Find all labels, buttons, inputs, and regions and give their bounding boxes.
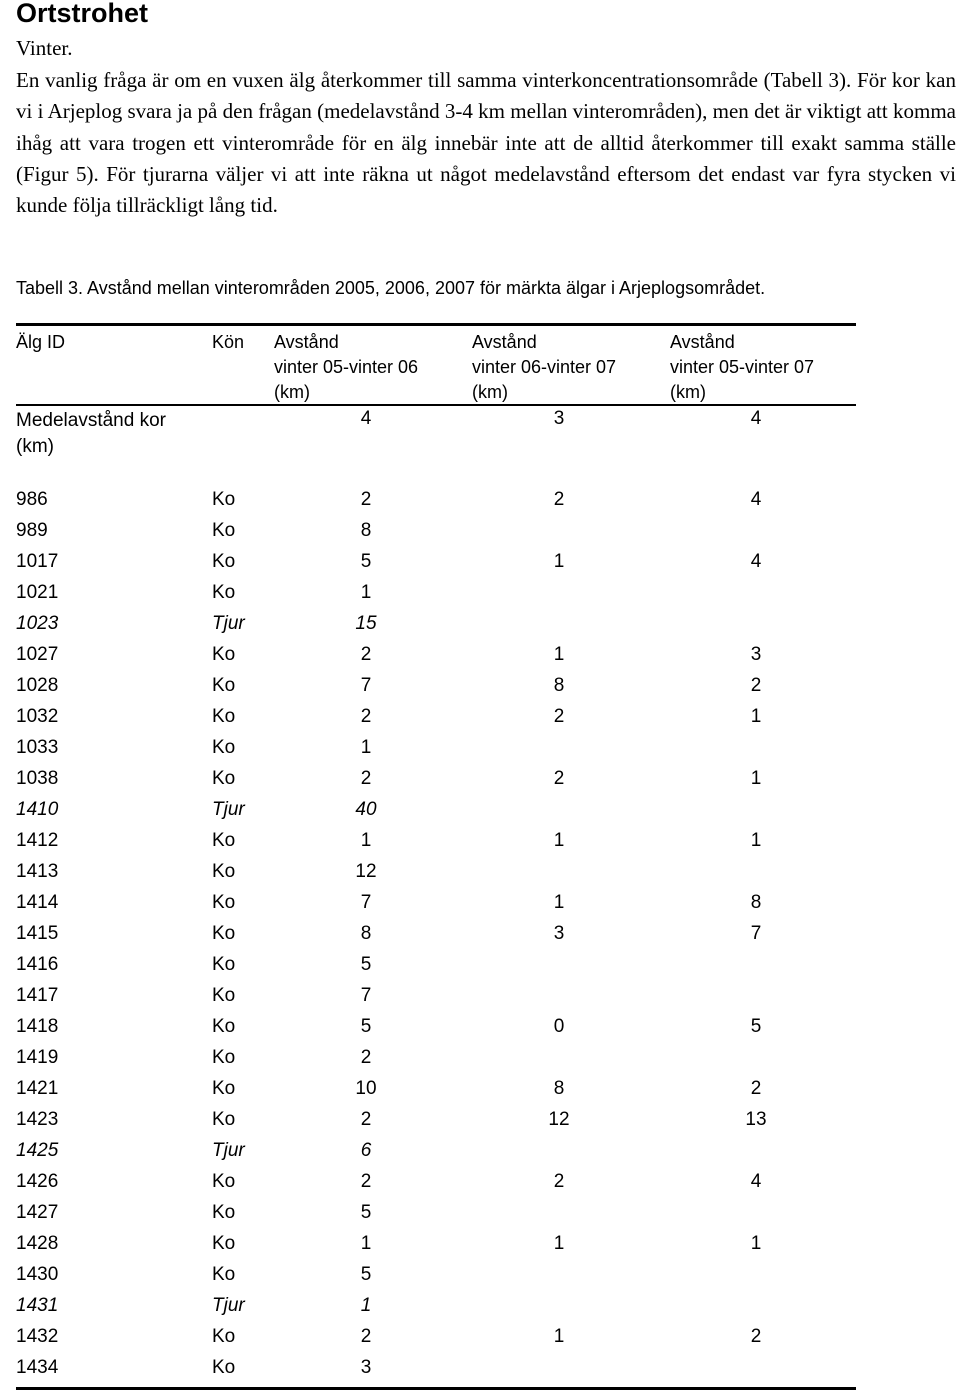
cell-moose-id: 1428 bbox=[16, 1233, 59, 1254]
table-row bbox=[16, 582, 856, 613]
header-id: Älg ID bbox=[16, 332, 66, 352]
header-dist-05-06-line3: (km) bbox=[274, 382, 310, 402]
cell-moose-id: 1416 bbox=[16, 954, 59, 975]
cell-dist-05-06: 2 bbox=[360, 768, 372, 789]
table-row bbox=[16, 551, 856, 582]
cell-sex: Ko bbox=[212, 768, 236, 789]
cell-sex: Tjur bbox=[212, 1295, 245, 1316]
cell-dist-05-06: 1 bbox=[360, 737, 372, 758]
cell-moose-id: 989 bbox=[16, 520, 48, 541]
cell-dist-05-07: 1 bbox=[750, 1233, 762, 1254]
cell-dist-05-07: 7 bbox=[750, 923, 762, 944]
header-dist-05-06-line1: Avstånd bbox=[274, 332, 339, 352]
table-row bbox=[16, 985, 856, 1016]
cell-sex: Ko bbox=[212, 1233, 236, 1254]
cell-dist-05-07: 4 bbox=[750, 551, 762, 572]
cell-sex: Ko bbox=[212, 737, 236, 758]
cell-dist-06-07: 1 bbox=[553, 830, 565, 851]
table-row bbox=[16, 1171, 856, 1202]
cell-dist-05-06: 5 bbox=[360, 1264, 372, 1285]
cell-dist-05-06: 1 bbox=[360, 582, 372, 603]
cell-moose-id: 1017 bbox=[16, 551, 59, 572]
cell-moose-id: 1412 bbox=[16, 830, 59, 851]
cell-dist-05-07: 4 bbox=[750, 1171, 762, 1192]
cell-sex: Ko bbox=[212, 861, 236, 882]
cell-dist-05-07: 13 bbox=[745, 1109, 767, 1130]
table-row bbox=[16, 830, 856, 861]
cell-dist-05-06: 5 bbox=[360, 551, 372, 572]
cell-sex: Ko bbox=[212, 582, 236, 603]
cell-sex: Ko bbox=[212, 830, 236, 851]
cell-dist-05-07: 1 bbox=[750, 706, 762, 727]
cell-dist-05-06: 5 bbox=[360, 1016, 372, 1037]
header-dist-06-07-line2: vinter 06-vinter 07 bbox=[472, 357, 617, 377]
average-dist-05-07: 4 bbox=[750, 408, 762, 429]
header-dist-06-07 bbox=[472, 330, 616, 405]
cell-dist-05-06: 1 bbox=[360, 830, 372, 851]
table-row bbox=[16, 520, 856, 551]
cell-dist-05-06: 3 bbox=[360, 1357, 372, 1378]
cell-dist-06-07: 2 bbox=[553, 768, 565, 789]
cell-sex: Ko bbox=[212, 954, 236, 975]
cell-moose-id: 1415 bbox=[16, 923, 59, 944]
cell-dist-05-06: 2 bbox=[360, 1326, 372, 1347]
average-label-line1: Medelavstånd kor bbox=[16, 410, 166, 431]
cell-dist-05-06: 2 bbox=[360, 644, 372, 665]
cell-dist-05-06: 40 bbox=[355, 799, 377, 820]
cell-moose-id: 1430 bbox=[16, 1264, 59, 1285]
cell-moose-id: 1032 bbox=[16, 706, 59, 727]
average-dist-05-06: 4 bbox=[360, 408, 372, 429]
header-sex: Kön bbox=[212, 332, 245, 352]
header-dist-05-06-line2: vinter 05-vinter 06 bbox=[274, 357, 419, 377]
cell-dist-06-07: 3 bbox=[553, 923, 565, 944]
cell-moose-id: 1418 bbox=[16, 1016, 59, 1037]
cell-dist-06-07: 1 bbox=[553, 1233, 565, 1254]
cell-sex: Ko bbox=[212, 1202, 236, 1223]
cell-moose-id: 986 bbox=[16, 489, 48, 510]
cell-dist-05-06: 7 bbox=[360, 892, 372, 913]
header-dist-06-07-line3: (km) bbox=[472, 382, 508, 402]
cell-dist-06-07: 1 bbox=[553, 892, 565, 913]
cell-dist-06-07: 2 bbox=[553, 489, 565, 510]
cell-sex: Ko bbox=[212, 1016, 236, 1037]
cell-dist-06-07: 0 bbox=[553, 1016, 565, 1037]
cell-sex: Ko bbox=[212, 706, 236, 727]
cell-moose-id: 1419 bbox=[16, 1047, 59, 1068]
cell-moose-id: 1414 bbox=[16, 892, 59, 913]
table-row bbox=[16, 1140, 856, 1171]
cell-sex: Tjur bbox=[212, 1140, 245, 1161]
table-row bbox=[16, 706, 856, 737]
cell-sex: Ko bbox=[212, 985, 236, 1006]
table-row bbox=[16, 1264, 856, 1295]
cell-sex: Ko bbox=[212, 923, 236, 944]
header-dist-05-06 bbox=[274, 330, 418, 405]
average-label-line2: (km) bbox=[16, 436, 54, 457]
table-top-rule bbox=[16, 323, 856, 326]
cell-dist-06-07: 2 bbox=[553, 1171, 565, 1192]
header-dist-05-07-line3: (km) bbox=[670, 382, 706, 402]
cell-moose-id: 1413 bbox=[16, 861, 59, 882]
cell-dist-06-07: 12 bbox=[548, 1109, 570, 1130]
header-dist-05-07-line2: vinter 05-vinter 07 bbox=[670, 357, 815, 377]
cell-sex: Ko bbox=[212, 1047, 236, 1068]
cell-sex: Ko bbox=[212, 644, 236, 665]
cell-dist-05-06: 10 bbox=[355, 1078, 377, 1099]
cell-sex: Ko bbox=[212, 1357, 236, 1378]
cell-moose-id: 1425 bbox=[16, 1140, 59, 1161]
cell-dist-05-07: 1 bbox=[750, 830, 762, 851]
cell-moose-id: 1423 bbox=[16, 1109, 59, 1130]
cell-dist-05-06: 7 bbox=[360, 985, 372, 1006]
table-row bbox=[16, 954, 856, 985]
table-row bbox=[16, 644, 856, 675]
cell-dist-06-07: 8 bbox=[553, 1078, 565, 1099]
cell-dist-05-06: 2 bbox=[360, 489, 372, 510]
cell-moose-id: 1038 bbox=[16, 768, 59, 789]
cell-sex: Tjur bbox=[212, 799, 245, 820]
cell-dist-05-06: 2 bbox=[360, 1109, 372, 1130]
cell-dist-05-06: 6 bbox=[360, 1140, 372, 1161]
cell-sex: Ko bbox=[212, 1264, 236, 1285]
cell-sex: Ko bbox=[212, 520, 236, 541]
cell-dist-05-06: 5 bbox=[360, 954, 372, 975]
table-header-rule bbox=[16, 404, 856, 406]
table-row bbox=[16, 1326, 856, 1357]
table-caption: Tabell 3. Avstånd mellan vinterområden 2005, 2006, 2007 för märkta älgar i Arjeplogsområdet. bbox=[16, 278, 766, 298]
cell-moose-id: 1021 bbox=[16, 582, 59, 603]
table-row bbox=[16, 1357, 856, 1388]
cell-dist-06-07: 8 bbox=[553, 675, 565, 696]
cell-moose-id: 1421 bbox=[16, 1078, 59, 1099]
table-row bbox=[16, 1047, 856, 1078]
cell-sex: Tjur bbox=[212, 613, 245, 634]
table-row bbox=[16, 737, 856, 768]
cell-moose-id: 1027 bbox=[16, 644, 59, 665]
table-row bbox=[16, 1109, 856, 1140]
table-row bbox=[16, 1233, 856, 1264]
cell-dist-05-07: 2 bbox=[750, 1326, 762, 1347]
section-subtitle: Vinter. bbox=[16, 36, 73, 60]
cell-dist-05-06: 15 bbox=[355, 613, 377, 634]
cell-moose-id: 1033 bbox=[16, 737, 59, 758]
cell-moose-id: 1434 bbox=[16, 1357, 59, 1378]
cell-moose-id: 1410 bbox=[16, 799, 59, 820]
section-title: Ortstrohet bbox=[16, 0, 149, 28]
cell-dist-05-06: 1 bbox=[360, 1295, 372, 1316]
table-row bbox=[16, 768, 856, 799]
cell-sex: Ko bbox=[212, 892, 236, 913]
cell-dist-05-07: 3 bbox=[750, 644, 762, 665]
table-row bbox=[16, 1078, 856, 1109]
cell-dist-05-06: 12 bbox=[355, 861, 377, 882]
table-row bbox=[16, 923, 856, 954]
cell-sex: Ko bbox=[212, 1326, 236, 1347]
cell-dist-05-06: 7 bbox=[360, 675, 372, 696]
table-row bbox=[16, 799, 856, 830]
cell-moose-id: 1431 bbox=[16, 1295, 59, 1316]
cell-dist-05-07: 4 bbox=[750, 489, 762, 510]
table-row bbox=[16, 1295, 856, 1326]
cell-dist-05-07: 2 bbox=[750, 675, 762, 696]
cell-dist-05-06: 8 bbox=[360, 520, 372, 541]
cell-dist-05-07: 8 bbox=[750, 892, 762, 913]
average-label bbox=[16, 408, 166, 460]
cell-sex: Ko bbox=[212, 1078, 236, 1099]
cell-moose-id: 1426 bbox=[16, 1171, 59, 1192]
body-paragraph: En vanlig fråga är om en vuxen älg återkommer till samma vinterkoncentrationsområde (Tabell 3). För kor kan vi i Arjeplog svara ja på den frågan (medelavstånd 3-4 km mellan vinterområden), men det är viktigt att komma ihåg att vara trogen ett vinterområde för en älg innebär inte att de alltid återkommer till exakt samma ställe (Figur 5). För tjurarna väljer vi att inte räkna ut något medelavstånd eftersom det endast var fyra stycken vi kunde följa tillräckligt lång tid. bbox=[16, 68, 956, 218]
table-row bbox=[16, 861, 856, 892]
cell-dist-05-06: 1 bbox=[360, 1233, 372, 1254]
cell-dist-05-06: 2 bbox=[360, 1047, 372, 1068]
cell-dist-05-06: 8 bbox=[360, 923, 372, 944]
table-row bbox=[16, 1016, 856, 1047]
cell-dist-05-06: 2 bbox=[360, 1171, 372, 1192]
cell-moose-id: 1028 bbox=[16, 675, 59, 696]
cell-sex: Ko bbox=[212, 1171, 236, 1192]
cell-moose-id: 1023 bbox=[16, 613, 59, 634]
cell-dist-05-06: 2 bbox=[360, 706, 372, 727]
cell-dist-06-07: 2 bbox=[553, 706, 565, 727]
header-dist-06-07-line1: Avstånd bbox=[472, 332, 537, 352]
cell-moose-id: 1432 bbox=[16, 1326, 59, 1347]
cell-sex: Ko bbox=[212, 1109, 236, 1130]
cell-moose-id: 1417 bbox=[16, 985, 59, 1006]
table-row bbox=[16, 892, 856, 923]
cell-dist-06-07: 1 bbox=[553, 1326, 565, 1347]
cell-dist-06-07: 1 bbox=[553, 551, 565, 572]
cell-sex: Ko bbox=[212, 551, 236, 572]
cell-moose-id: 1427 bbox=[16, 1202, 59, 1223]
cell-dist-06-07: 1 bbox=[553, 644, 565, 665]
cell-sex: Ko bbox=[212, 489, 236, 510]
average-dist-06-07: 3 bbox=[553, 408, 565, 429]
header-dist-05-07-line1: Avstånd bbox=[670, 332, 735, 352]
table-bottom-rule bbox=[16, 1387, 856, 1390]
table-row bbox=[16, 675, 856, 706]
cell-dist-05-06: 5 bbox=[360, 1202, 372, 1223]
header-dist-05-07 bbox=[670, 330, 814, 405]
table-row bbox=[16, 1202, 856, 1233]
cell-sex: Ko bbox=[212, 675, 236, 696]
cell-dist-05-07: 2 bbox=[750, 1078, 762, 1099]
cell-dist-05-07: 5 bbox=[750, 1016, 762, 1037]
cell-dist-05-07: 1 bbox=[750, 768, 762, 789]
table-row bbox=[16, 489, 856, 520]
table-row bbox=[16, 613, 856, 644]
